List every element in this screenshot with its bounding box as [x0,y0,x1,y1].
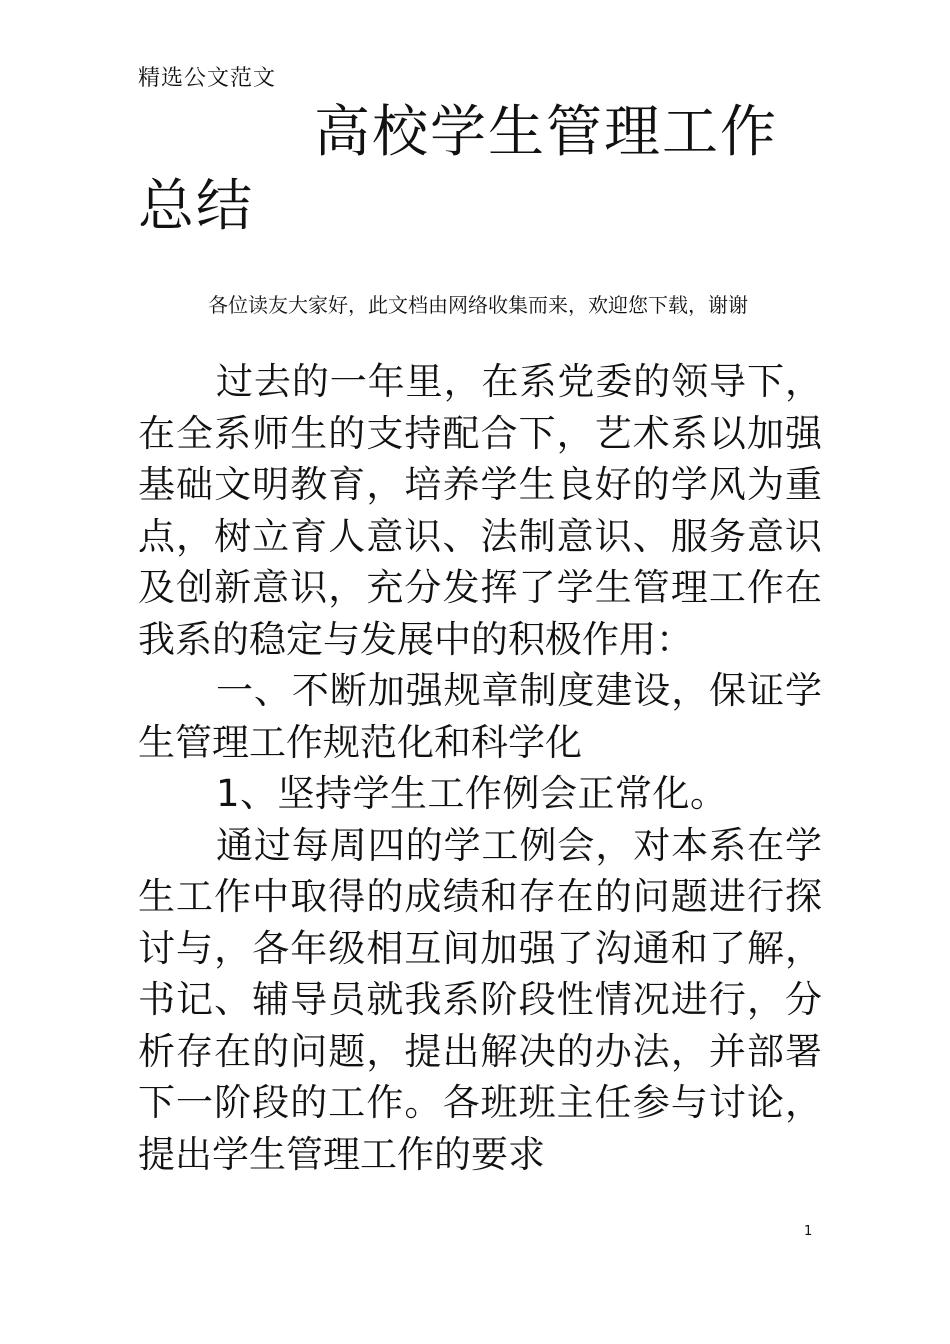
document-body [138,356,822,1180]
title-line-1: 高校学生管理工作 [314,100,778,165]
body-paragraph: 过去的一年里，在系党委的领导下，在全系师生的支持配合下，艺术系以加强基础文明教育，培养学生良好的学风为重点，树立育人意识、法制意识、服务意识及创新意识，充分发挥了学生管理工作在我系的稳定与发展中的积极作用： [138,360,822,661]
title-line-2: 总结 [138,174,254,239]
reader-notice: 各位读友大家好，此文档由网络收集而来，欢迎您下载，谢谢 [208,293,748,317]
section-heading: 一、不断加强规章制度建设，保证学生管理工作规范化和科学化 [138,669,822,764]
numbered-item: 1、坚持学生工作例会正常化。 [216,772,728,815]
body-paragraph: 通过每周四的学工例会，对本系在学生工作中取得的成绩和存在的问题进行探讨与，各年级相互间加强了沟通和了解，书记、辅导员就我系阶段性情况进行，分析存在的问题，提出解决的办法，并部署下一阶段的工作。各班班主任参与讨论，提出学生管理工作的要求 [138,823,822,1176]
page-number: 1 [804,1224,813,1239]
document-title [138,96,828,244]
header-label: 精选公文范文 [138,66,277,91]
